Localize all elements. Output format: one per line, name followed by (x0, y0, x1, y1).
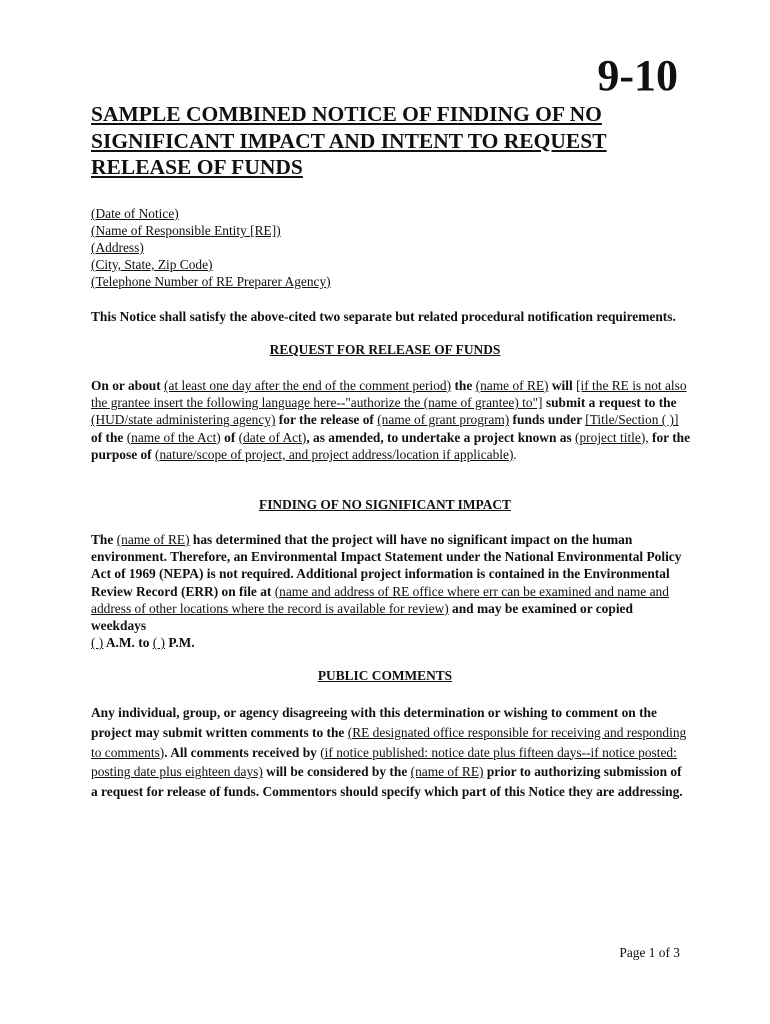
form-number: 9-10 (597, 51, 678, 100)
placeholder-text: ( ) (152, 635, 166, 651)
placeholder-text: (HUD/state administering agency) (91, 412, 276, 428)
finding-paragraph (91, 531, 691, 651)
text-run: The (91, 532, 117, 547)
city-state-zip: (City, State, Zip Code) (91, 257, 213, 272)
placeholder-text: [if the RE is not also the grantee insert the following language here--"authorize the (name of grantee) to"] (91, 378, 687, 411)
text-run: prior to authorizing submission of a request for release of funds. Commentors should specify which part of this Notice they are addressing. (91, 764, 683, 800)
request-heading: REQUEST FOR RELEASE OF FUNDS (269, 342, 501, 357)
placeholder-text: (RE designated office responsible for receiving and responding to comments) (91, 724, 687, 760)
text-run: will be considered by the (262, 764, 411, 780)
comments-paragraph (91, 703, 691, 802)
placeholder-text: [Title/Section ( )] (585, 412, 679, 428)
placeholder-text: ( ) (91, 635, 104, 651)
telephone-number: (Telephone Number of RE Preparer Agency) (91, 274, 331, 289)
placeholder-text: (name of grant program) (377, 412, 510, 428)
address-block (91, 205, 331, 290)
placeholder-text: (date of Act) (238, 429, 307, 445)
intro-paragraph: This Notice shall satisfy the above-cited two separate but related procedural notification requirements. (91, 309, 676, 324)
finding-heading: FINDING OF NO SIGNIFICANT IMPACT (259, 497, 511, 512)
text-run: for the release of (275, 412, 378, 428)
text-run: of the (91, 429, 127, 445)
text-run: the (451, 378, 476, 393)
text-run: P.M. (165, 635, 195, 651)
text-run: . All comments received by (164, 744, 321, 760)
text-run: funds under (509, 412, 586, 428)
comments-heading: PUBLIC COMMENTS (317, 668, 453, 683)
page-footer: Page 1 of 3 (619, 945, 680, 960)
placeholder-text: (nature/scope of project, and project address/location if applicable) (155, 446, 514, 462)
text-run: will (548, 378, 577, 393)
text-run: A.M. to (103, 635, 153, 651)
placeholder-text: (if notice published: notice date plus fifteen days--if notice posted: posting date plus eighteen days) (91, 744, 677, 780)
placeholder-text: (name of RE) (475, 378, 549, 393)
placeholder-text: (project title), (575, 429, 649, 445)
date-of-notice: (Date of Notice) (91, 206, 179, 221)
text-run: Any individual, group, or agency disagreeing with this determination or wishing to comment on the project may submit written comments to the (91, 705, 657, 740)
text-run: has determined that the project will have no significant impact on the human environment. Therefore, an Environmental Impact Statement under the National Environmental Policy Act of 1969 (NEPA) is not required. Additional project information is contained in the Environmental Review Record (ERR) on file at (91, 532, 682, 599)
title-line: SIGNIFICANT IMPACT AND INTENT TO REQUEST (91, 128, 607, 153)
text-run: of (220, 429, 239, 445)
text-run: On or about (91, 378, 165, 393)
text-run: . (513, 446, 517, 462)
placeholder-text: (name of the Act) (126, 429, 221, 445)
document-title (91, 101, 691, 181)
address-line: (Address) (91, 240, 144, 255)
title-line: SAMPLE COMBINED NOTICE OF FINDING OF NO (91, 102, 602, 126)
placeholder-text: (name and address of RE office where err can be examined and name and address of other locations where the record is available for review) (91, 583, 669, 616)
placeholder-text: (name of RE) (410, 764, 484, 780)
text-run: , as amended, to undertake a project known as (306, 429, 576, 445)
text-run: and may be examined or copied weekdays (91, 600, 633, 634)
text-run: submit a request to the (542, 395, 677, 411)
placeholder-text: (name of RE) (116, 532, 190, 547)
responsible-entity-name: (Name of Responsible Entity [RE]) (91, 223, 281, 238)
request-paragraph (91, 377, 691, 463)
placeholder-text: (at least one day after the end of the comment period) (164, 378, 452, 393)
title-line: RELEASE OF FUNDS (91, 155, 303, 179)
text-run: for the purpose of (91, 429, 691, 462)
